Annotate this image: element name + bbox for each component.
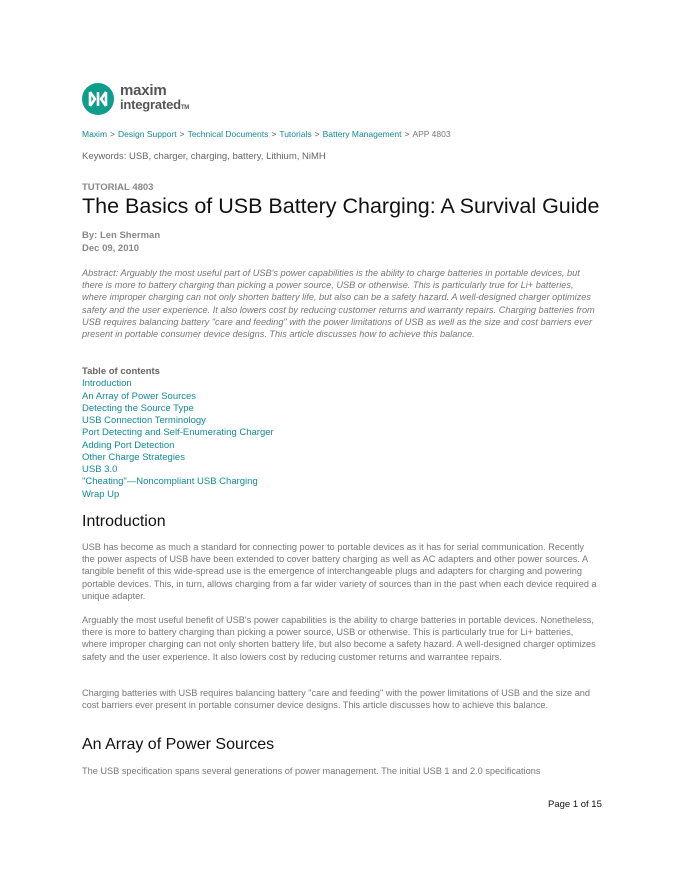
page-title: The Basics of USB Battery Charging: A Survival Guide (82, 194, 600, 218)
publish-date: Dec 09, 2010 (82, 243, 140, 254)
logo-line2-text: integrated (120, 96, 181, 112)
logo-tm: TM (180, 104, 190, 111)
tutorial-label: TUTORIAL 4803 (82, 182, 154, 193)
toc-link-usb3[interactable]: USB 3.0 (82, 464, 118, 475)
section-heading-introduction: Introduction (82, 513, 166, 530)
keywords: Keywords: USB, charger, charging, battery, Lithium, NiMH (82, 151, 326, 162)
power-paragraph-1: The USB specification spans several generations of power management. The initial USB 1 and 2.0 specifications (82, 766, 541, 776)
abstract: Abstract: Arguably the most useful part of USB's power capabilities is the ability to charge batteries in portable devices, but there is more to battery charging than picking a power source, USB or otherwise. This is particularly true for Li+ batteries, where improper charging can not only shorten battery life, but also can be a safety hazard. A well-designed charger optimizes safety and the user experience. It also lowers cost by reducing customer returns and warranty repairs. Charging batteries from USB requires balancing battery "care and feeding" with the power limitations of USB as well as the size and cost barriers ever present in portable consumer device designs. This article discusses how to achieve this balance. (82, 268, 595, 340)
logo-wordmark (120, 81, 190, 115)
breadcrumb-separator: > (110, 129, 115, 139)
toc-link-usb-terminology[interactable]: USB Connection Terminology (82, 415, 206, 426)
toc-link-power-sources[interactable]: An Array of Power Sources (82, 390, 197, 402)
breadcrumb-maxim[interactable]: Maxim (82, 129, 108, 139)
toc-link-introduction[interactable]: Introduction (82, 378, 132, 390)
breadcrumb-design-support[interactable]: Design Support (118, 129, 177, 139)
logo-line2 (120, 98, 189, 115)
toc-link-detecting-source[interactable]: Detecting the Source Type (82, 402, 194, 414)
breadcrumb-tutorials[interactable]: Tutorials (279, 129, 312, 139)
breadcrumb-separator: > (404, 129, 410, 139)
breadcrumb-separator: > (179, 129, 185, 139)
page-number: Page 1 of 15 (548, 799, 602, 810)
toc-link-adding-port-detection[interactable]: Adding Port Detection (82, 439, 175, 451)
table-of-contents (82, 366, 274, 501)
logo-line1: maxim (120, 81, 167, 99)
byline (82, 229, 160, 255)
breadcrumb-battery-management[interactable]: Battery Management (322, 129, 402, 139)
breadcrumb (82, 129, 451, 139)
intro-paragraph-1: USB has become as much a standard for connecting power to portable devices as it has for serial communication. Recently the power aspects of USB have been extended to cover battery charging as well as AC adapters and other power sources. A tangible benefit of this wide-spread use is the emergence of interchangeable plugs and adapters for charging and powering portable devices. This, in turn, allows charging from a far wider variety of sources than in the past when each device required a unique adapter. (82, 542, 597, 601)
intro-paragraph-2: Arguably the most useful benefit of USB's power capabilities is the ability to charge batteries in portable devices. Nonetheless, there is more to battery charging than picking a power source, USB or otherwise. This is particularly true for Li+ batteries, where improper charging can not only shorten battery life, but also become a safety hazard. A well-designed charger optimizes safety and the user experience. It also lowers cost by reducing customer returns and warrantee repairs. (82, 615, 596, 662)
intro-paragraph-3: Charging batteries with USB requires balancing battery "care and feeding" with the power limitations of USB and the size and cost barriers ever present in portable consumer device designs. This article discusses how to achieve this balance. (82, 688, 591, 711)
breadcrumb-technical-documents[interactable]: Technical Documents (187, 129, 269, 139)
toc-link-wrap-up[interactable]: Wrap Up (82, 488, 120, 500)
breadcrumb-separator: > (271, 129, 277, 139)
maxim-logo[interactable] (82, 82, 189, 116)
author: By: Len Sherman (82, 230, 161, 241)
toc-link-other-strategies[interactable]: Other Charge Strategies (82, 451, 185, 463)
toc-title: Table of contents (82, 366, 160, 377)
toc-link-port-detecting[interactable]: Port Detecting and Self-Enumerating Charger (82, 427, 274, 439)
toc-link-cheating[interactable]: "Cheating"—Noncompliant USB Charging (82, 476, 258, 488)
maxim-logo-icon (82, 83, 114, 115)
section-heading-power-sources: An Array of Power Sources (82, 736, 275, 753)
breadcrumb-current: APP 4803 (412, 129, 451, 139)
breadcrumb-separator: > (314, 129, 320, 139)
